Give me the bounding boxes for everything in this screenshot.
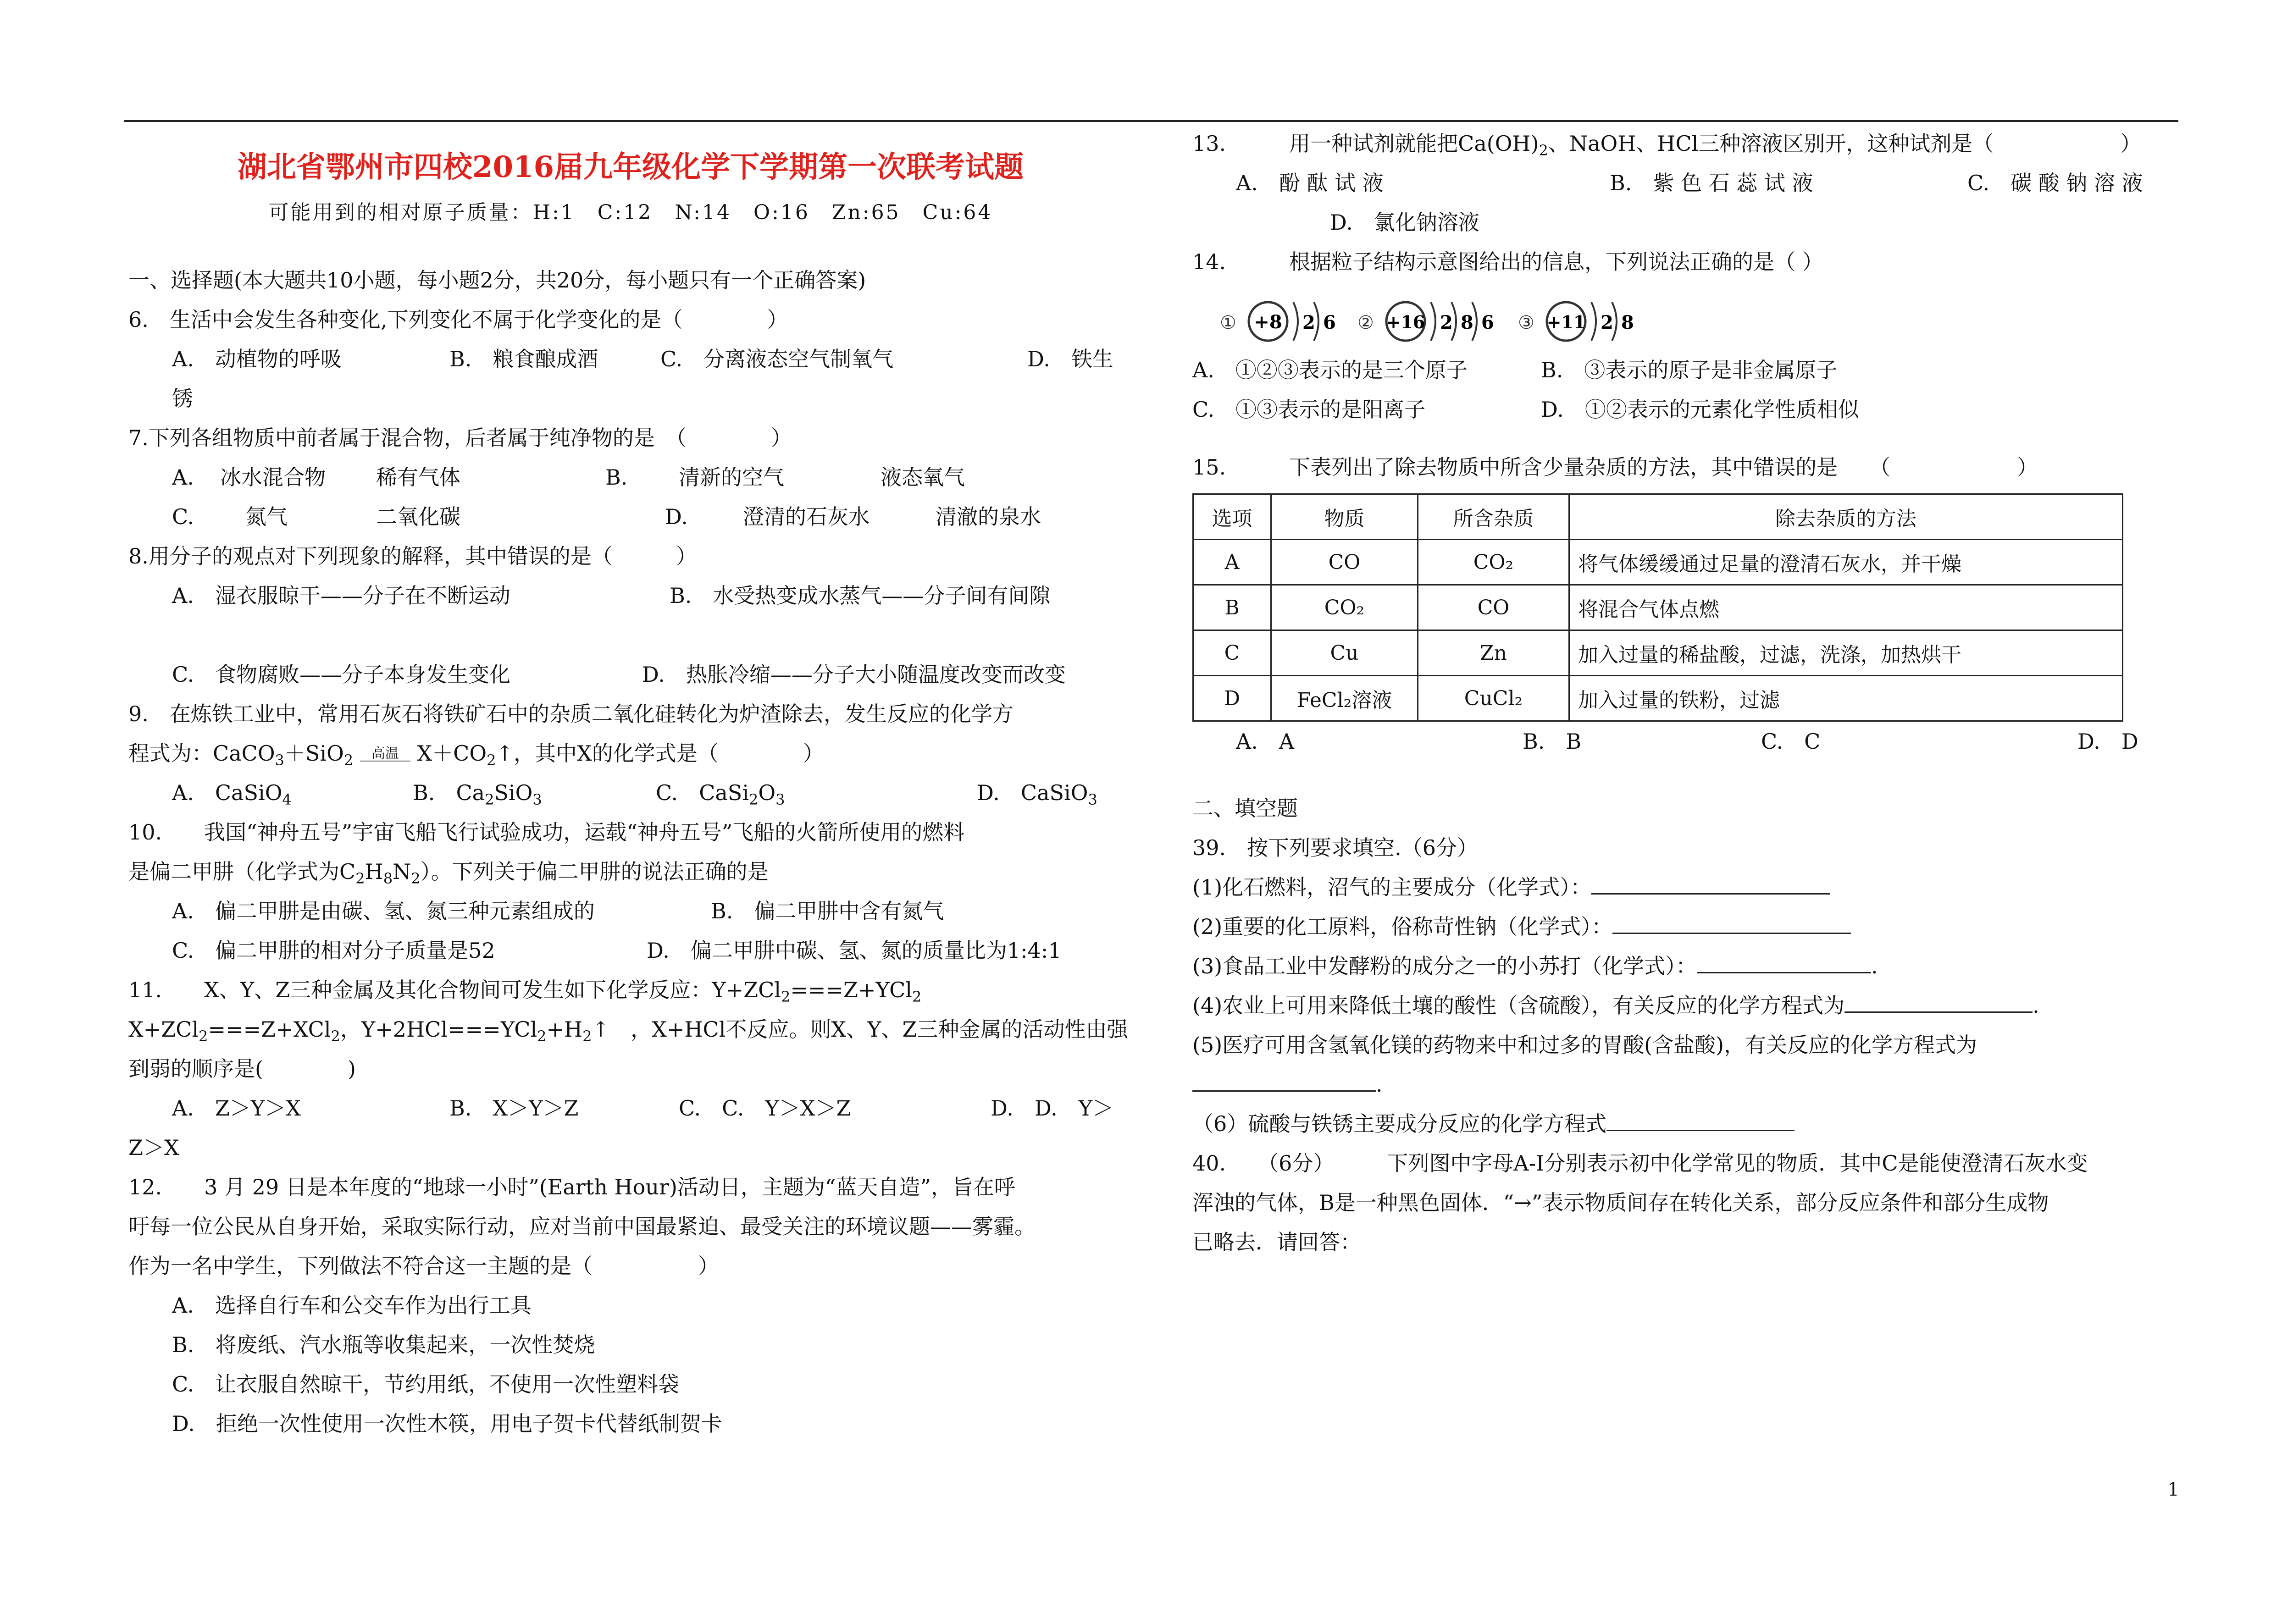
q39-item-5-answer: . <box>1192 1065 2192 1104</box>
q8-stem: 8.用分子的观点对下列现象的解释，其中错误的是（ ） <box>128 544 697 569</box>
q15-stem: 15. 下表列出了除去物质中所含少量杂质的方法，其中错误的是 （ ） <box>1192 455 2038 480</box>
q6-option-b: B. 粮食酿成酒 <box>449 347 598 371</box>
q8-option-d: D. 热胀冷缩——分子大小随温度改变而改变 <box>642 662 1066 687</box>
impurity-removal-table <box>1192 493 2123 722</box>
q13-stem: 13. 用一种试剂就能把$Ca(OH)_2$、NaOH、HCl三种溶液区别开，这种试剂是（ ） <box>1192 131 2142 160</box>
q8-option-c: C. 食物腐败——分子本身发生变化 <box>172 662 511 687</box>
q14-options-row1 <box>1192 350 2192 390</box>
q11-option-c: C. C. Y＞X＞Z <box>679 1096 851 1121</box>
q39-item-4: (4)农业上可用来降低土壤的酸性（含硫酸），有关反应的化学方程式为 . <box>1192 986 2192 1025</box>
q12-line2: 吁每一位公民从自身开始，采取实际行动，应对当前中国最紧迫、最受关注的环境议题——雾霾。 <box>128 1214 1036 1239</box>
q9-option-b: B. $Ca_2SiO_3$ <box>413 780 542 809</box>
q7-option-d-first: 澄清的石灰水 <box>743 504 870 529</box>
q7-option-a-second: 稀有气体 <box>376 465 460 490</box>
q12-option-c: C. 让衣服自然晾干，节约用纸，不使用一次性塑料袋 <box>172 1372 680 1397</box>
q11-option-d-wrap: Z＞X <box>128 1135 179 1160</box>
q15-option-b: B. B <box>1523 729 1582 754</box>
q9-equation: 程式为：CaCO$_3$＋SiO$_2$ 高温 $X+CO_2↑$，其中X的化学式是（ ） <box>128 741 824 769</box>
table-row: C Cu Zn 加入过量的稀盐酸，过滤，洗涤，加热烘干 <box>1193 630 2123 676</box>
q9-reaction-condition: 高温 <box>360 747 410 762</box>
q13-option-d: D. 氯化钠溶液 <box>1330 210 1479 235</box>
q7-option-c-second: 二氧化碳 <box>376 504 460 529</box>
q15-option-d: D. D <box>2077 729 2138 754</box>
atom-2-diagram <box>1357 302 1494 341</box>
atom-1-nucleus-charge: +8 <box>1254 311 1282 333</box>
q10-option-a: A. 偏二甲肼是由碳、氢、氮三种元素组成的 <box>172 899 595 923</box>
q11-line2: X+ZCl$_2$===Z+XCl$_2$，$Y+2HCl===YCl_2+H_2↑$ ，X+HCl不反应。则X、Y、Z三种金属的活动性由强 <box>128 1017 1128 1045</box>
q15-option-a: A. A <box>1236 729 1295 754</box>
atom-2-nucleus-charge: +16 <box>1386 312 1425 332</box>
atom-1-shell-2: 6 <box>1323 312 1336 333</box>
q40-line3: 已略去．请回答： <box>1192 1230 1361 1254</box>
q7-label-b: B. <box>605 465 628 490</box>
q6-options <box>128 339 1133 379</box>
q10-line2: 是偏二甲肼（化学式为$C_2H_8N_2$）。下列关于偏二甲肼的说法正确的是 <box>128 859 769 888</box>
q14-option-d: D. ①②表示的元素化学性质相似 <box>1541 397 1859 422</box>
relative-atomic-masses: 可能用到的相对原子质量：H:1 C:12 N:14 O:16 Zn:65 Cu:64 <box>268 201 993 224</box>
q8-options-row1 <box>128 576 1133 615</box>
q7-options-row2 <box>128 497 1133 536</box>
q13-option-b: B. 紫 色 石 蕊 试 液 <box>1610 171 1813 195</box>
table-row: A CO CO₂ 将气体缓缓通过足量的澄清石灰水，并干燥 <box>1193 540 2123 585</box>
q39-item-2: (2)重要的化工原料，俗称苛性钠（化学式）： <box>1192 907 2192 946</box>
q10-options-row1 <box>128 891 1133 931</box>
q7-options-row1 <box>128 458 1133 497</box>
q13-options-row1 <box>1192 163 2192 203</box>
q39-blank-6[interactable] <box>1606 1110 1795 1131</box>
q39-blank-3[interactable] <box>1697 952 1871 973</box>
q10-stem: 10. 我国“神舟五号”宇宙飞船飞行试验成功，运载“神舟五号”飞船的火箭所使用的燃料 <box>128 820 965 845</box>
q39-item-3: (3)食品工业中发酵粉的成分之一的小苏打（化学式）： . <box>1192 946 2192 986</box>
q6-option-d: D. 铁生 <box>1027 347 1113 371</box>
table-row: B CO₂ CO 将混合气体点燃 <box>1193 585 2123 630</box>
q8-options-row2 <box>128 655 1133 694</box>
atom-2-shell-3: 6 <box>1481 312 1494 333</box>
q8-option-a: A. 湿衣服晾干——分子在不断运动 <box>172 583 510 608</box>
q13-option-a: A. 酚 酞 试 液 <box>1236 171 1384 195</box>
q7-option-d-second: 清澈的泉水 <box>936 504 1041 529</box>
atom-3-nucleus-charge: +11 <box>1546 312 1586 332</box>
q7-option-b-second: 液态氧气 <box>881 465 965 490</box>
q11-options <box>128 1088 1133 1128</box>
q12-option-a: A. 选择自行车和公交车作为出行工具 <box>172 1293 532 1318</box>
atom-2-shell-1: 2 <box>1440 312 1453 333</box>
section2-heading: 二、填空题 <box>1192 796 1298 821</box>
q11-option-a: A. Z＞Y＞X <box>172 1096 301 1121</box>
q9-option-a: A. CaSiO$_4$ <box>172 780 292 809</box>
atom-3-index: ③ <box>1518 312 1534 333</box>
q39-item-6: （6）硫酸与铁锈主要成分反应的化学方程式 <box>1192 1104 2192 1143</box>
q11-line3: 到弱的顺序是( ) <box>128 1056 356 1081</box>
q7-label-a: A. <box>172 465 194 490</box>
q12-option-d: D. 拒绝一次性使用一次性木筷，用电子贺卡代替纸制贺卡 <box>172 1411 722 1436</box>
q14-options-row2 <box>1192 390 2192 429</box>
q40-line1: 40. （6分） 下列图中字母A-I分别表示初中化学常见的物质．其中C是能使澄清石灰水变 <box>1192 1151 2088 1176</box>
q39-stem: 39. 按下列要求填空.（6分） <box>1192 835 1479 860</box>
q6-stem: 6. 生活中会发生各种变化,下列变化不属于化学变化的是（ ） <box>128 307 788 332</box>
table-header-substance: 物质 <box>1271 494 1418 540</box>
atom-3-shell-1: 2 <box>1601 312 1613 333</box>
q14-option-c: C. ①③表示的是阳离子 <box>1192 397 1426 422</box>
q39-item-1: (1)化石燃料，沼气的主要成分（化学式）： <box>1192 867 2192 907</box>
atom-1-diagram <box>1220 302 1336 341</box>
q11-line1: 11. X、Y、Z三种金属及其化合物间可发生如下化学反应：Y+ZCl$_2$===Z+YCl$_2$ <box>128 978 922 1006</box>
q9-stem: 9. 在炼铁工业中，常用石灰石将铁矿石中的杂质二氧化硅转化为炉渣除去，发生反应的化学方 <box>128 702 1014 726</box>
q14-stem: 14. 根据粒子结构示意图给出的信息，下列说法正确的是（ ） <box>1192 249 1823 274</box>
q14-option-a: A. ①②③表示的是三个原子 <box>1192 358 1468 382</box>
q12-line3: 作为一名中学生，下列做法不符合这一主题的是（ ） <box>128 1254 719 1278</box>
q10-option-d: D. 偏二甲肼中碳、氢、氮的质量比为1:4:1 <box>647 938 1062 963</box>
left-column <box>128 124 1133 1443</box>
atom-3-diagram <box>1518 302 1634 341</box>
q39-item-5: (5)医疗可用含氢氧化镁的药物来中和过多的胃酸(含盐酸)，有关反应的化学方程式为 <box>1192 1033 1977 1057</box>
table-header-option: 选项 <box>1193 494 1271 540</box>
q13-options-row2 <box>1192 203 2192 242</box>
atom-1-index: ① <box>1220 312 1236 333</box>
header-rule <box>124 120 2178 122</box>
table-header-method: 除去杂质的方法 <box>1569 494 2123 540</box>
q7-option-a-first: 冰水混合物 <box>220 465 326 490</box>
atom-3-shell-2: 8 <box>1621 312 1634 333</box>
atom-structure-diagrams <box>1192 282 2192 350</box>
page-title: 湖北省鄂州市四校2016届九年级化学下学期第一次联考试题 <box>237 150 1024 184</box>
atom-2-index: ② <box>1357 312 1374 333</box>
table-header-row <box>1193 494 2123 540</box>
q39-blank-4[interactable] <box>1844 991 2033 1013</box>
q40-line2: 浑浊的气体，B是一种黑色固体．“→”表示物质间存在转化关系，部分反应条件和部分生成物 <box>1192 1190 2049 1215</box>
right-column <box>1192 124 2192 1262</box>
q6-option-c: C. 分离液态空气制氧气 <box>660 347 894 371</box>
q9-options <box>128 773 1133 812</box>
q9-option-d: D. CaSiO$_3$ <box>977 780 1097 809</box>
q8-option-b: B. 水受热变成水蒸气——分子间有间隙 <box>670 583 1051 608</box>
q39-blank-2[interactable] <box>1612 912 1851 934</box>
q39-blank-5[interactable] <box>1192 1070 1376 1092</box>
atom-2-shell-2: 8 <box>1461 312 1473 333</box>
q6-option-d-wrap: 锈 <box>172 386 193 411</box>
q9-option-c: C. $CaSi_2O_3$ <box>656 780 785 809</box>
q10-option-c: C. 偏二甲肼的相对分子质量是52 <box>172 938 495 963</box>
table-header-impurity: 所含杂质 <box>1418 494 1569 540</box>
q10-option-b: B. 偏二甲肼中含有氮气 <box>711 899 944 923</box>
q7-label-d: D. <box>665 504 688 529</box>
q15-options <box>1192 722 2192 761</box>
table-row: D FeCl₂溶液 CuCl₂ 加入过量的铁粉，过滤 <box>1193 676 2123 721</box>
q10-options-row2 <box>128 931 1133 970</box>
q7-stem: 7.下列各组物质中前者属于混合物，后者属于纯净物的是 （ ） <box>128 425 792 450</box>
q11-option-b: B. X＞Y＞Z <box>449 1096 579 1121</box>
q6-option-a: A. 动植物的呼吸 <box>172 347 342 371</box>
q39-blank-1[interactable] <box>1591 873 1830 895</box>
q7-label-c: C. <box>172 504 194 529</box>
section1-heading: 一、选择题(本大题共10小题，每小题2分，共20分，每小题只有一个正确答案) <box>128 268 866 293</box>
q7-option-b-first: 清新的空气 <box>679 465 784 490</box>
q14-option-b: B. ③表示的原子是非金属原子 <box>1541 358 1838 382</box>
q13-option-c: C. 碳 酸 钠 溶 液 <box>1967 171 2143 195</box>
q11-option-d: D. D. Y＞ <box>991 1096 1114 1121</box>
q15-option-c: C. C <box>1761 729 1821 754</box>
q7-option-c-first: 氮气 <box>245 504 288 529</box>
q12-option-b: B. 将废纸、汽水瓶等收集起来，一次性焚烧 <box>172 1332 595 1357</box>
atom-1-shell-1: 2 <box>1302 312 1315 333</box>
page-number: 1 <box>2167 1479 2179 1500</box>
q12-line1: 12. 3 月 29 日是本年度的“地球一小时”(Earth Hour)活动日，主题为“蓝天自造”，旨在呼 <box>128 1175 1015 1199</box>
particle-structure-figure <box>1220 293 1642 348</box>
